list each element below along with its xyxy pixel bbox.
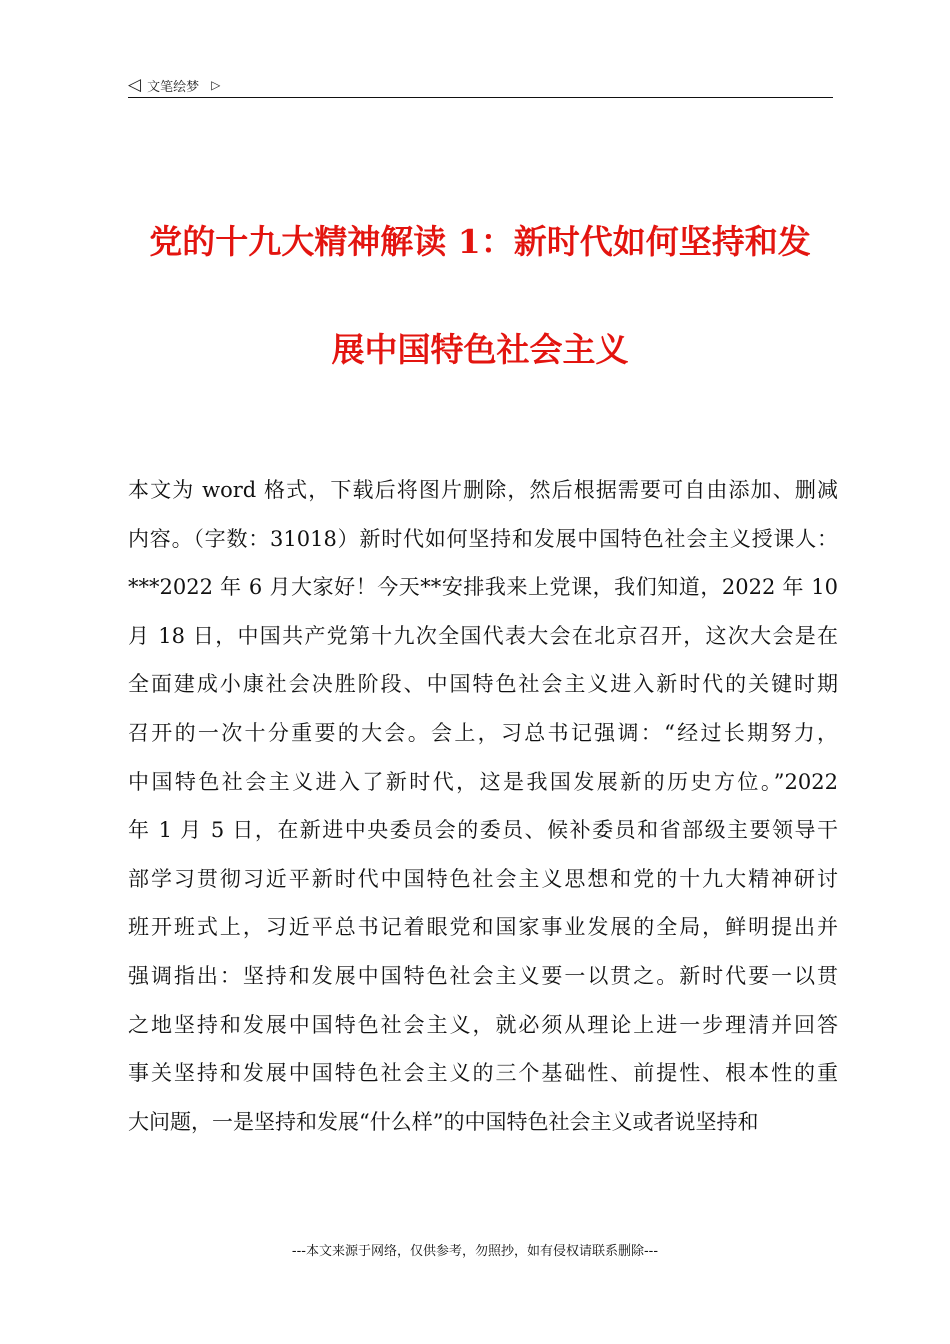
body-line: 中国特色社会主义进入了新时代，这是我国发展新的历史方位。”2022: [128, 769, 838, 794]
header-brand: 文笔绘梦: [147, 79, 200, 95]
body-line: 召开的一次十分重要的大会。会上，习总书记强调：“经过长期努力，: [128, 720, 838, 745]
title-line-1: 党的十九大精神解读 1：新时代如何坚持和发: [149, 222, 811, 261]
body-line: ***2022 年 6 月大家好！今天**安排我来上党课，我们知道，2022 年 10: [128, 575, 838, 600]
triangle-right-icon: ▷: [211, 78, 221, 92]
body-line: 事关坚持和发展中国特色社会主义的三个基础性、前提性、根本性的重: [128, 1061, 838, 1086]
title-line-2: 展中国特色社会主义: [331, 330, 629, 369]
body-line: 全面建成小康社会决胜阶段、中国特色社会主义进入新时代的关键时期: [128, 672, 838, 697]
page-footer-disclaimer: ---本文来源于网络，仅供参考，勿照抄，如有侵权请联系删除---: [291, 1244, 659, 1259]
body-line: 本文为 word 格式，下载后将图片删除，然后根据需要可自由添加、删减: [128, 478, 838, 502]
body-line: 内容。（字数：31018）新时代如何坚持和发展中国特色社会主义授课人：: [128, 526, 838, 551]
body-line: 大问题，一是坚持和发展“什么样”的中国特色社会主义或者说坚持和: [128, 1109, 759, 1134]
header-divider: [128, 97, 833, 98]
body-line: 强调指出：坚持和发展中国特色社会主义要一以贯之。新时代要一以贯: [128, 963, 838, 988]
page-header: [128, 74, 220, 96]
body-paragraph: [128, 466, 838, 1146]
triangle-left-icon: ◁: [128, 74, 142, 95]
body-line: 之地坚持和发展中国特色社会主义，就必须从理论上进一步理清并回答: [128, 1012, 838, 1037]
body-line: 班开班式上，习近平总书记着眼党和国家事业发展的全局，鲜明提出并: [128, 915, 838, 940]
document-title: [120, 188, 840, 404]
body-line: 月 18 日，中国共产党第十九次全国代表大会在北京召开，这次大会是在: [128, 623, 838, 648]
body-line: 年 1 月 5 日，在新进中央委员会的委员、候补委员和省部级主要领导干: [128, 818, 838, 843]
body-line: 部学习贯彻习近平新时代中国特色社会主义思想和党的十九大精神研讨: [128, 866, 838, 891]
